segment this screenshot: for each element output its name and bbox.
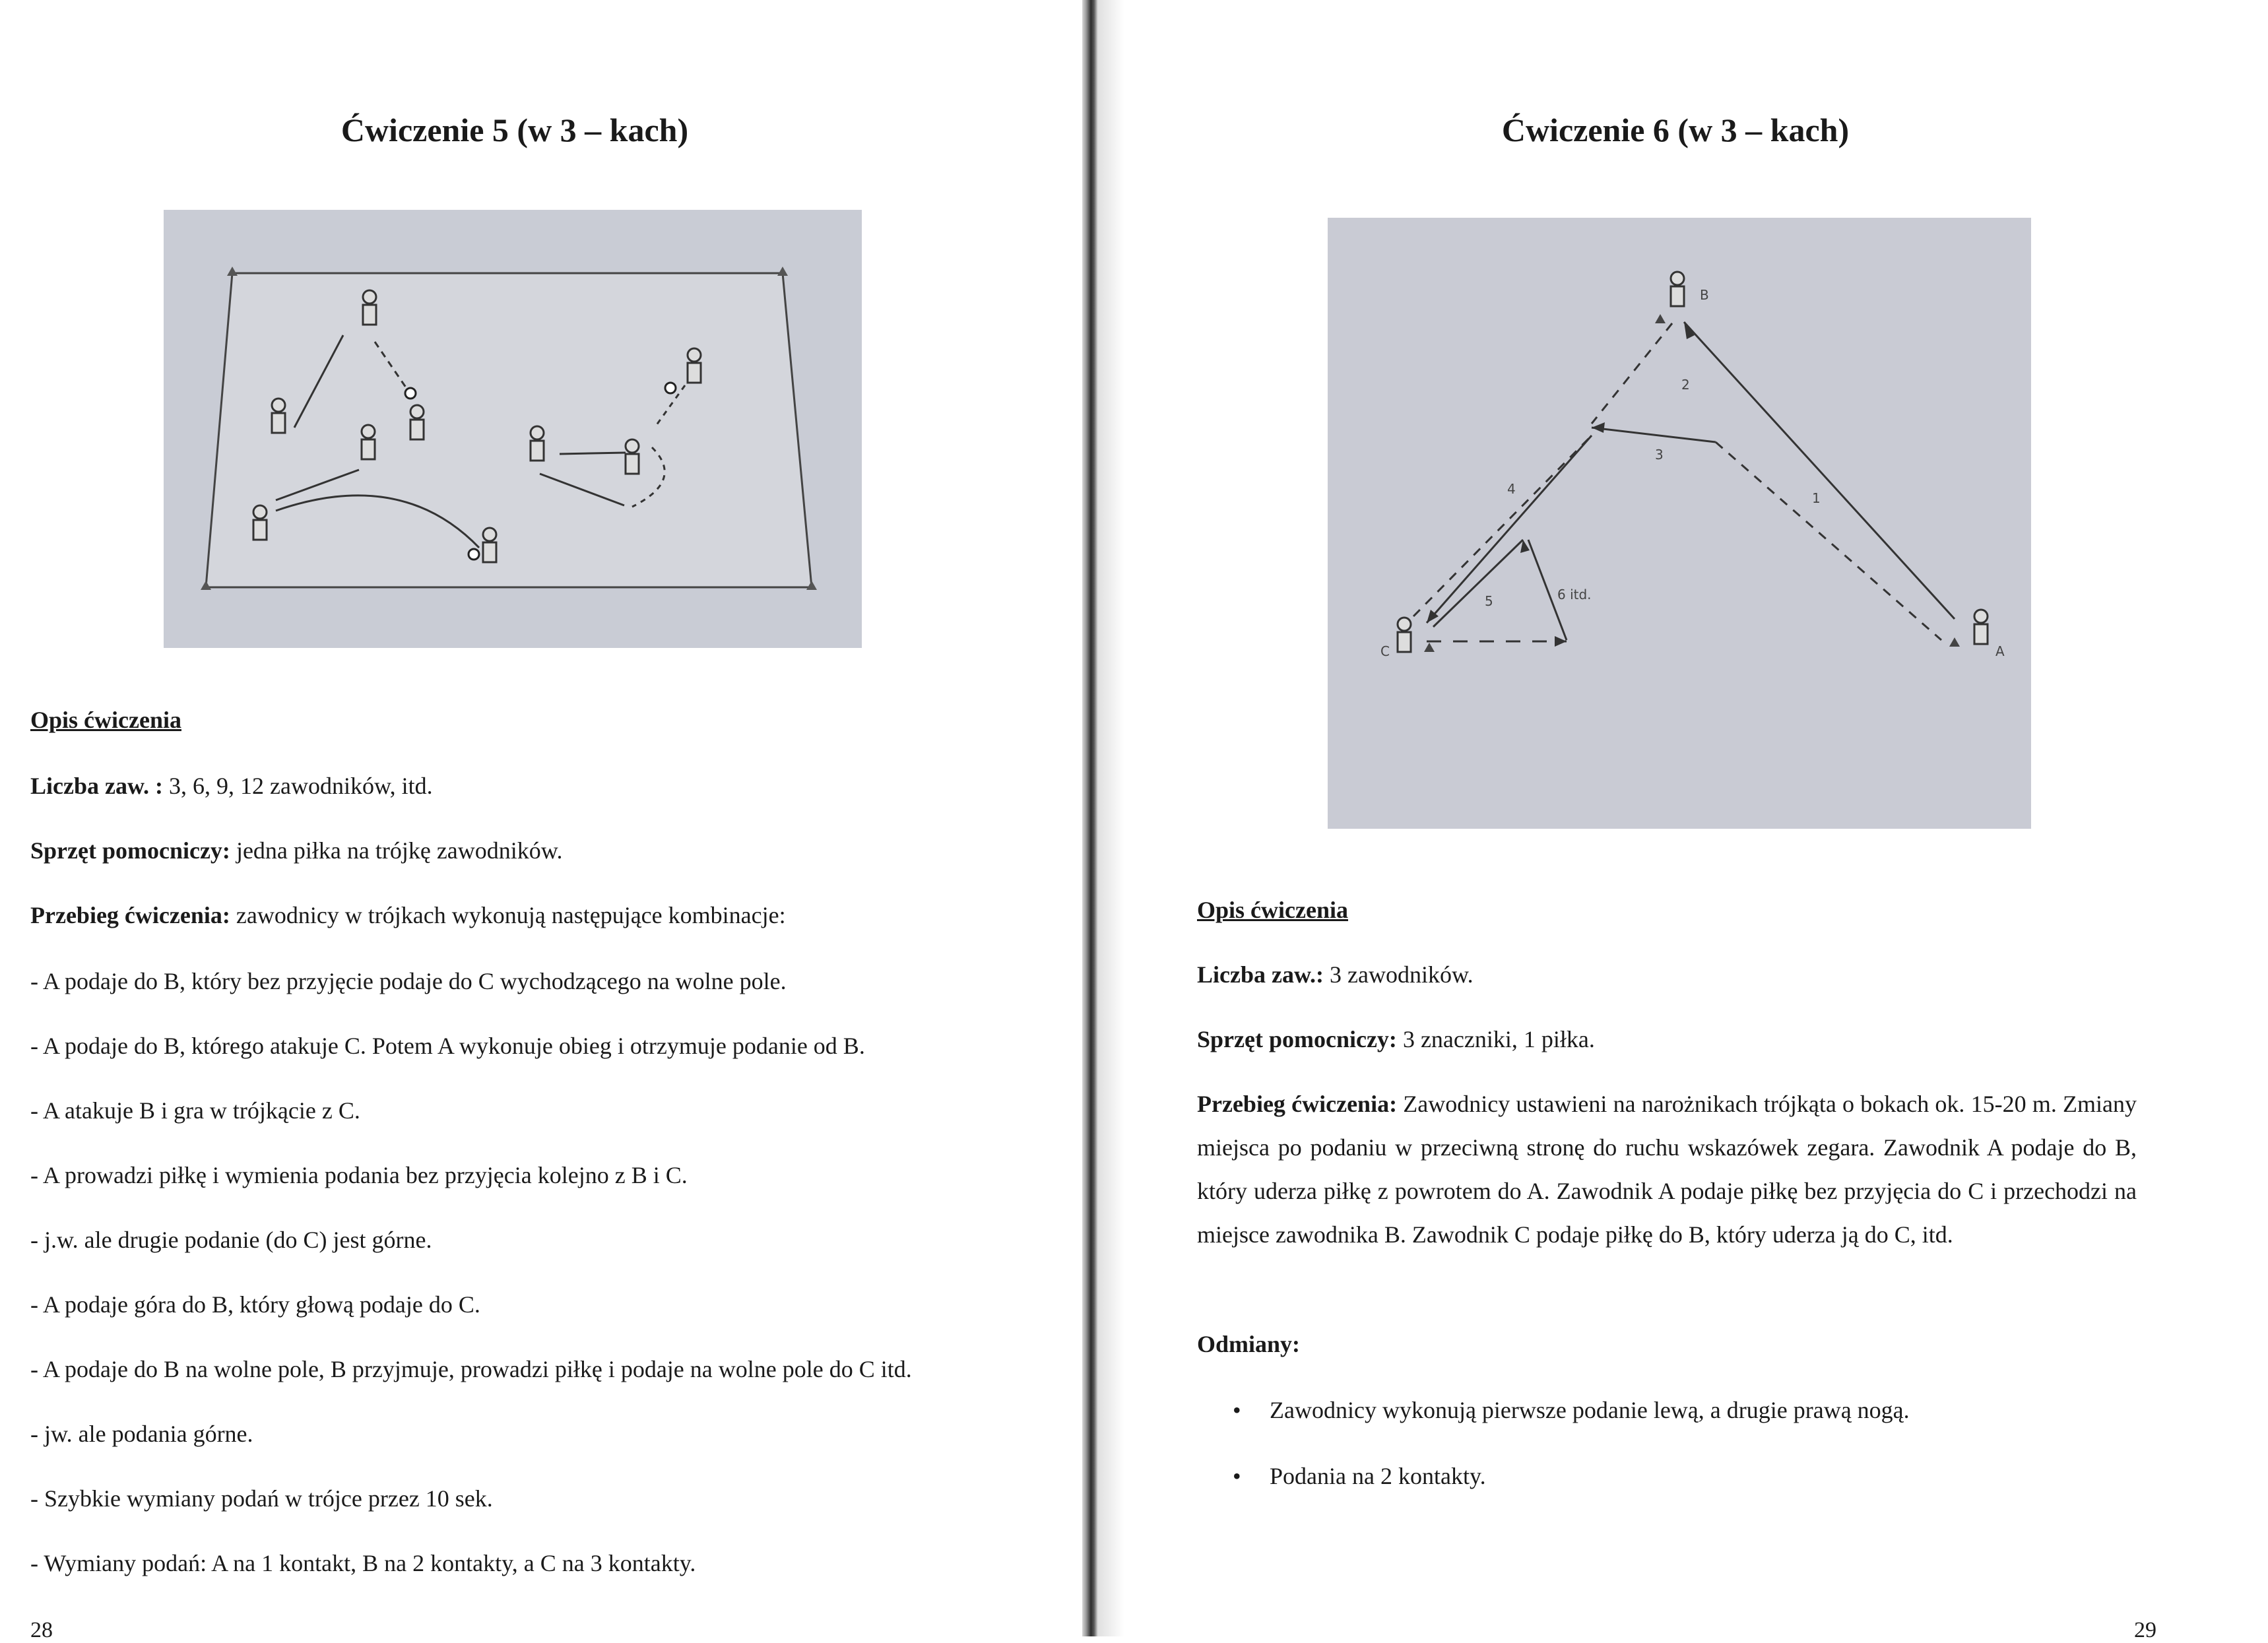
exercise-5-players (30, 772, 433, 800)
players-label: Liczba zaw.: (1197, 961, 1324, 988)
list-item: - Wymiany podań: A na 1 kontakt, B na 2 kontakty, a C na 3 kontakty. (30, 1550, 696, 1576)
list-item: - A podaje góra do B, który głową podaje do C. (30, 1291, 480, 1318)
equipment-value: jedna piłka na trójkę zawodników. (230, 837, 563, 864)
equipment-label: Sprzęt pomocniczy: (30, 837, 230, 864)
label-3: 3 (1655, 447, 1664, 463)
exercise-6-equipment (1197, 1025, 1595, 1054)
left-page (0, 0, 1082, 1642)
label-4: 4 (1507, 481, 1516, 497)
exercise-6-players (1197, 961, 1474, 989)
players-value: 3, 6, 9, 12 zawodników, itd. (162, 773, 433, 799)
exercise-6-title: Ćwiczenie 6 (w 3 – kach) (1501, 112, 1850, 148)
exercise-5-title: Ćwiczenie 5 (w 3 – kach) (340, 112, 689, 148)
bullet-icon: • (1233, 1463, 1241, 1489)
course-label: Przebieg ćwiczenia: (1197, 1091, 1398, 1117)
players-value: 3 zawodników. (1323, 961, 1474, 988)
list-item: - A prowadzi piłkę i wymienia podania bez przyjęcia kolejno z B i C. (30, 1162, 688, 1188)
course-label: Przebieg ćwiczenia: (30, 902, 230, 928)
label-6: 6 itd. (1557, 587, 1592, 602)
course-value: Zawodnicy ustawieni na narożnikach trójkąta o bokach ok. 15-20 m. Zmiany miejsca po podaniu w przeciwną stronę do ruchu wskazówek zegara. Zawodnik A podaje do B, który uderza piłkę z powrotem do A. Zawodnik A podaje piłkę bez przyjęcia do C i przechodzi na miejsce zawodnika B. Zawodnik C podaje piłkę do B, który uderza ją do C, itd. (1197, 1091, 2137, 1248)
page-number-right: 29 (2134, 1618, 2156, 1642)
label-2: 2 (1681, 377, 1690, 393)
exercise-6-triangle-svg (1328, 218, 2031, 829)
list-item: - A podaje do B na wolne pole, B przyjmuje, prowadzi piłkę i podaje na wolne pole do C itd. (30, 1356, 912, 1382)
book-spine (1082, 0, 1098, 1636)
label-a: A (1995, 643, 2005, 659)
variant-text: Zawodnicy wykonują pierwsze podanie lewą, a drugie prawą nogą. (1270, 1397, 1910, 1423)
label-c: C (1380, 643, 1390, 659)
list-item: - j.w. ale drugie podanie (do C) jest górne. (30, 1227, 432, 1253)
exercise-5-course (30, 901, 786, 930)
page-number-left: 28 (30, 1618, 53, 1642)
list-item: - Szybkie wymiany podań w trójce przez 10 sek. (30, 1485, 493, 1512)
exercise-6-course (1197, 1082, 2137, 1256)
bullet-icon: • (1233, 1397, 1241, 1423)
variants-heading (1197, 1330, 1300, 1359)
exercise-5-section-heading: Opis ćwiczenia (30, 707, 181, 733)
variants-heading-text: Odmiany: (1197, 1331, 1301, 1357)
players-label: Liczba zaw. : (30, 773, 163, 799)
list-item: - A podaje do B, który bez przyjęcie podaje do C wychodzącego na wolne pole. (30, 968, 787, 994)
exercise-6-section-heading: Opis ćwiczenia (1197, 897, 1348, 923)
equipment-label: Sprzęt pomocniczy: (1197, 1026, 1397, 1052)
list-item: - jw. ale podania górne. (30, 1421, 253, 1447)
list-item: - A podaje do B, którego atakuje C. Potem A wykonuje obieg i otrzymuje podanie od B. (30, 1033, 865, 1059)
exercise-5-diagram (164, 210, 862, 648)
list-item: - A atakuje B i gra w trójkącie z C. (30, 1097, 360, 1124)
exercise-5-field-svg (164, 210, 862, 648)
exercise-6-diagram (1328, 218, 2031, 829)
right-page (1098, 0, 2268, 1642)
equipment-value: 3 znaczniki, 1 piłka. (1396, 1026, 1595, 1052)
exercise-5-equipment (30, 837, 562, 865)
field-boundary (206, 273, 812, 587)
variant-item (1233, 1462, 2090, 1495)
variant-text: Podania na 2 kontakty. (1270, 1463, 1486, 1489)
label-b: B (1700, 287, 1709, 303)
label-5: 5 (1485, 593, 1493, 609)
variant-item (1233, 1396, 2090, 1429)
label-1: 1 (1812, 490, 1821, 506)
course-value: zawodnicy w trójkach wykonują następujące kombinacje: (230, 902, 786, 928)
